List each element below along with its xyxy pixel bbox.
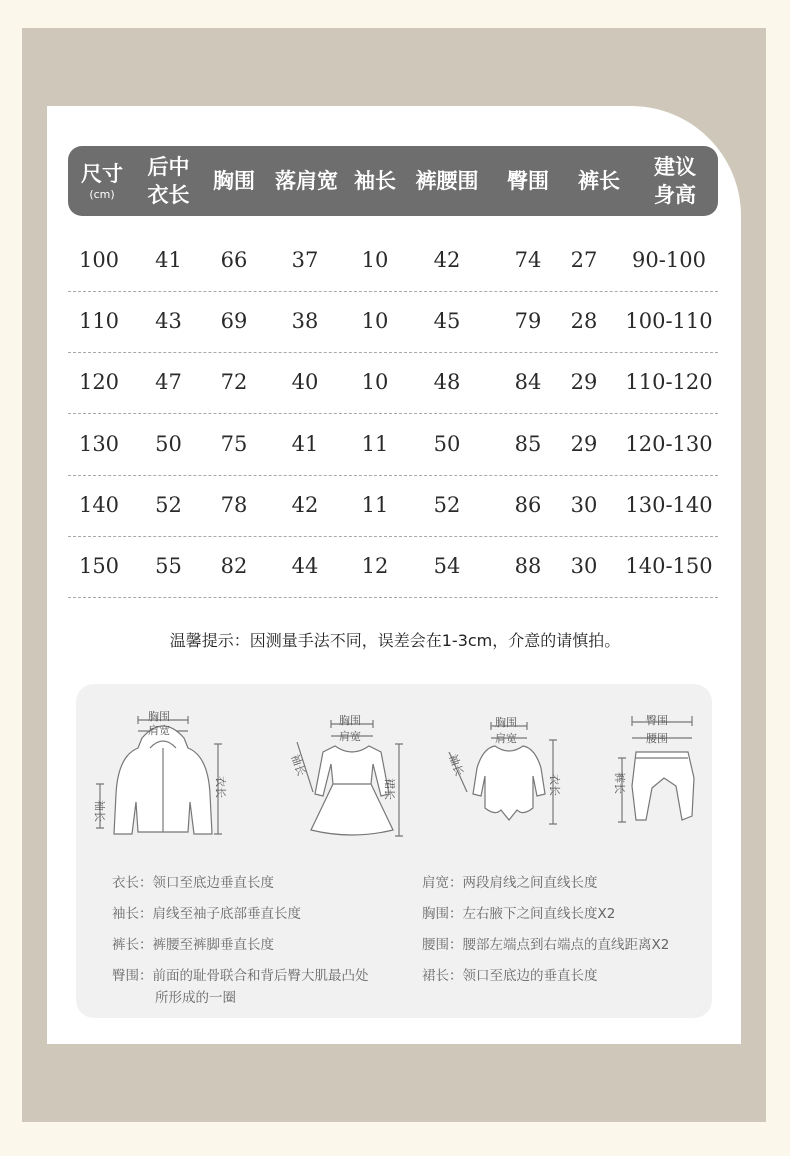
cell-size: 140 (78, 492, 120, 517)
jacket-label-shoulder: 肩宽 (148, 724, 170, 737)
pants-label-waist: 腰围 (646, 732, 668, 745)
cell-pants-length: 28 (570, 309, 598, 334)
cell-back-length: 43 (155, 309, 182, 334)
cell-sleeve: 10 (361, 248, 389, 272)
romper-label-shoulder: 肩宽 (495, 732, 517, 745)
def-skirt: 裙长：领口至底边的垂直长度 (422, 968, 598, 984)
measurement-note: 温馨提示：因测量手法不同，误差会在1-3cm，介意的请慎拍。 (169, 631, 621, 650)
cell-chest: 82 (220, 554, 248, 578)
dress-label-chest: 胸围 (339, 714, 361, 727)
cell-hip: 79 (514, 309, 542, 334)
cell-sleeve: 10 (361, 370, 389, 395)
header-size: 尺寸 (cm) (81, 162, 123, 201)
header-height: 建议 身高 (654, 155, 696, 207)
table-row (68, 414, 718, 476)
def-hip: 臀围：前面的耻骨联合和背后臀大肌最凸处 (112, 968, 369, 984)
cell-waist: 52 (433, 492, 461, 517)
cell-pants-length: 30 (570, 554, 598, 578)
cell-back-length: 47 (155, 370, 182, 395)
header-sleeve: 袖长 (354, 169, 396, 193)
cell-back-length: 55 (155, 554, 182, 578)
romper-illustration (445, 712, 575, 842)
cell-size: 150 (78, 554, 120, 578)
cell-waist: 42 (433, 248, 461, 272)
cell-shoulder: 38 (291, 309, 319, 334)
dress-illustration (285, 712, 415, 842)
cell-size: 110 (78, 309, 120, 334)
def-waist: 腰围：腰部左端点到右端点的直线距离X2 (422, 937, 670, 953)
cell-pants-length: 29 (570, 431, 598, 456)
cell-waist: 48 (433, 370, 461, 395)
def-sleeve: 袖长：肩线至袖子底部垂直长度 (112, 906, 301, 922)
cell-chest: 66 (220, 248, 248, 272)
cell-hip: 84 (514, 370, 542, 395)
dress-label-length: 裙长 (383, 778, 396, 800)
cell-hip: 74 (514, 248, 542, 272)
cell-chest: 72 (220, 370, 248, 395)
cell-shoulder: 37 (291, 248, 319, 272)
pants-label-length: 裤长 (613, 772, 626, 794)
jacket-label-sleeve: 袖长 (93, 800, 106, 822)
header-waist: 裤腰围 (415, 169, 479, 193)
cell-chest: 78 (220, 492, 248, 517)
table-row (68, 352, 718, 414)
table-row (68, 536, 718, 598)
cell-pants-length: 27 (570, 248, 598, 272)
cell-hip: 88 (514, 554, 542, 578)
cell-back-length: 52 (155, 492, 182, 517)
pants-label-hip: 臀围 (646, 714, 668, 727)
romper-label-chest: 胸围 (495, 716, 517, 729)
cell-height: 110-120 (625, 370, 713, 395)
header-chest: 胸围 (213, 169, 255, 193)
header-shoulder: 落肩宽 (275, 169, 338, 193)
cell-chest: 69 (220, 309, 248, 334)
cell-hip: 86 (514, 492, 542, 517)
header-hip: 臀围 (507, 169, 549, 193)
cell-sleeve: 11 (361, 492, 389, 517)
cell-sleeve: 10 (361, 309, 389, 334)
table-row (68, 291, 718, 353)
cell-sleeve: 11 (361, 431, 389, 456)
def-chest: 胸围：左右腋下之间直线长度X2 (422, 906, 616, 922)
cell-size: 100 (78, 248, 120, 272)
def-hip-cont: 所形成的一圈 (155, 990, 236, 1006)
cell-back-length: 41 (155, 248, 182, 272)
jacket-illustration (90, 704, 230, 844)
cell-height: 140-150 (625, 554, 713, 578)
table-row (68, 475, 718, 537)
cell-back-length: 50 (155, 431, 182, 456)
cell-shoulder: 41 (291, 431, 319, 456)
cell-chest: 75 (220, 431, 248, 456)
cell-pants-length: 29 (570, 370, 598, 395)
dress-label-shoulder: 肩宽 (339, 730, 361, 743)
cell-hip: 85 (514, 431, 542, 456)
cell-shoulder: 44 (291, 554, 319, 578)
cell-height: 120-130 (625, 431, 713, 456)
dress-label-sleeve: 袖长 (288, 752, 308, 778)
table-row (68, 230, 718, 292)
cell-waist: 54 (433, 554, 461, 578)
cell-waist: 50 (433, 431, 461, 456)
cell-height: 100-110 (625, 309, 713, 334)
jacket-label-chest: 胸围 (148, 710, 170, 723)
romper-label-sleeve: 袖长 (446, 752, 466, 778)
cell-sleeve: 12 (361, 554, 389, 578)
header-pants-length: 裤长 (578, 169, 620, 193)
cell-size: 130 (78, 431, 120, 456)
romper-label-length: 衣长 (548, 774, 561, 796)
def-pants-length: 裤长：裤腰至裤脚垂直长度 (112, 937, 274, 953)
cell-height: 90-100 (632, 248, 706, 272)
jacket-label-length: 衣长 (214, 776, 227, 798)
header-back-length: 后中 衣长 (147, 155, 190, 207)
def-shoulder: 肩宽：两段肩线之间直线长度 (422, 875, 598, 891)
cell-pants-length: 30 (570, 492, 598, 517)
cell-shoulder: 42 (291, 492, 319, 517)
cell-shoulder: 40 (291, 370, 319, 395)
cell-size: 120 (78, 370, 120, 395)
cell-height: 130-140 (625, 492, 713, 517)
cell-waist: 45 (433, 309, 461, 334)
pants-illustration (604, 708, 704, 838)
def-length: 衣长：领口至底边垂直长度 (112, 875, 274, 891)
table-header (68, 146, 718, 216)
